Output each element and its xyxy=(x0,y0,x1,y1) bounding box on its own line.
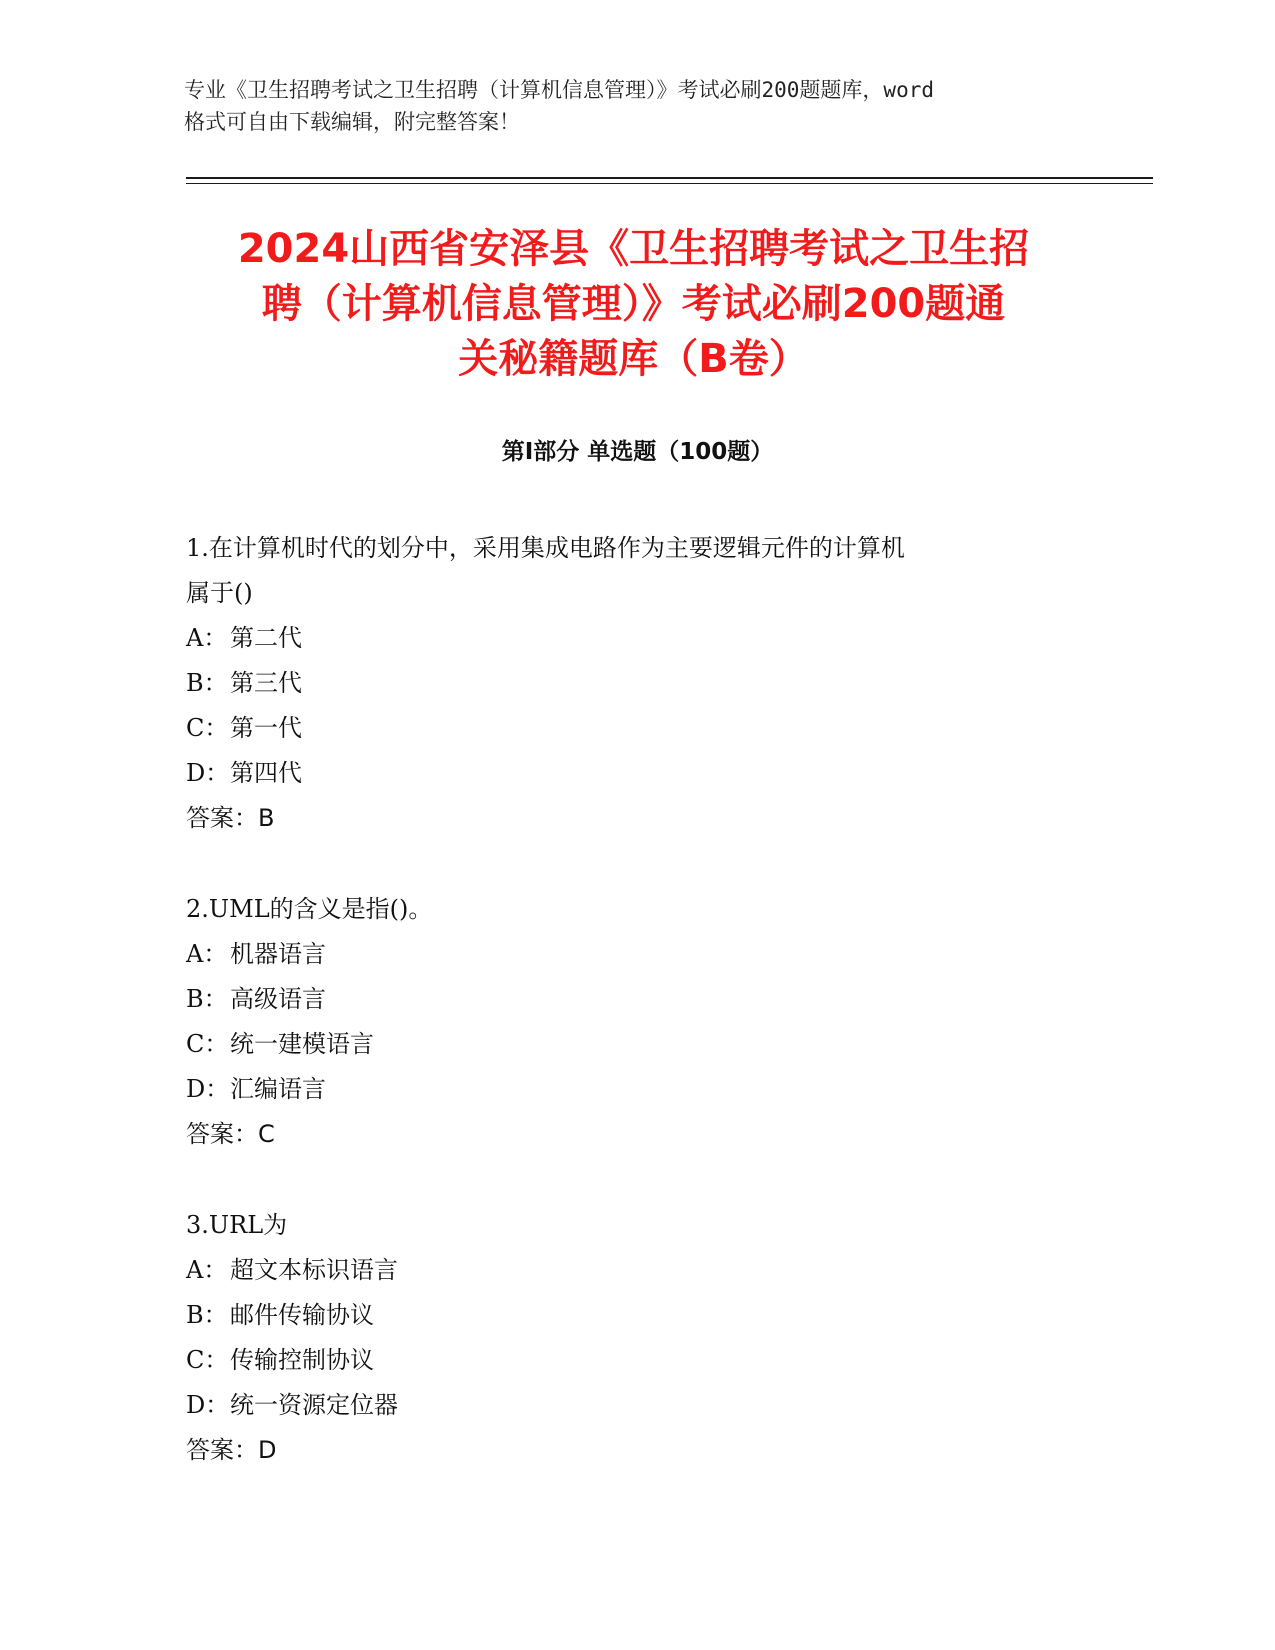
option-letter: C： xyxy=(186,714,229,742)
option-letter: B： xyxy=(186,669,228,697)
title-line-2: 聘（计算机信息管理）》考试必刷200题通 xyxy=(261,281,1006,327)
option-letter: A： xyxy=(186,940,228,968)
title-line-3: 关秘籍题库（B卷） xyxy=(458,336,809,382)
option-letter: B： xyxy=(186,1301,228,1329)
option-text: 超文本标识语言 xyxy=(230,1256,398,1284)
option-c xyxy=(186,1338,1086,1383)
option-letter: A： xyxy=(186,624,228,652)
header-divider-thick xyxy=(186,177,1153,179)
option-letter: C： xyxy=(186,1346,229,1374)
answer-line: 答案：D xyxy=(186,1436,277,1464)
option-d xyxy=(186,751,1086,796)
option-text: 第二代 xyxy=(230,624,302,652)
intro-line-1: 专业《卫生招聘考试之卫生招聘（计算机信息管理）》考试必刷200题题库，word xyxy=(184,78,934,102)
answer-line: 答案：B xyxy=(186,804,275,832)
option-a xyxy=(186,616,1086,661)
option-text: 第一代 xyxy=(230,714,302,742)
option-text: 第四代 xyxy=(230,759,302,787)
option-text: 第三代 xyxy=(230,669,302,697)
option-text: 汇编语言 xyxy=(230,1075,326,1103)
option-letter: D： xyxy=(186,1075,230,1103)
option-text: 邮件传输协议 xyxy=(230,1301,374,1329)
option-text: 传输控制协议 xyxy=(230,1346,374,1374)
question-text-line: 属于() xyxy=(186,579,253,607)
question-spacer xyxy=(186,1157,1086,1203)
option-text: 统一建模语言 xyxy=(230,1030,374,1058)
option-b xyxy=(186,661,1086,706)
option-letter: D： xyxy=(186,759,230,787)
question-1 xyxy=(186,526,1086,841)
option-a xyxy=(186,1248,1086,1293)
option-b xyxy=(186,977,1086,1022)
option-c xyxy=(186,1022,1086,1067)
option-letter: D： xyxy=(186,1391,230,1419)
option-text: 机器语言 xyxy=(230,940,326,968)
document-intro xyxy=(184,74,1084,138)
question-spacer xyxy=(186,841,1086,887)
answer-line: 答案：C xyxy=(186,1120,275,1148)
option-d xyxy=(186,1383,1086,1428)
question-2 xyxy=(186,887,1086,1157)
title-line-1: 2024山西省安泽县《卫生招聘考试之卫生招 xyxy=(237,226,1030,272)
intro-line-2: 格式可自由下载编辑，附完整答案！ xyxy=(184,110,520,134)
option-d xyxy=(186,1067,1086,1112)
option-text: 统一资源定位器 xyxy=(230,1391,398,1419)
option-text: 高级语言 xyxy=(230,985,326,1013)
section-heading: 第Ⅰ部分 单选题（100题） xyxy=(501,439,774,465)
option-letter: A： xyxy=(186,1256,228,1284)
question-text-line: 2.UML的含义是指()。 xyxy=(186,895,433,923)
question-list xyxy=(186,526,1086,1473)
header-divider-thin xyxy=(186,183,1153,184)
question-3 xyxy=(186,1203,1086,1473)
option-c xyxy=(186,706,1086,751)
document-title xyxy=(150,222,1117,387)
option-b xyxy=(186,1293,1086,1338)
option-letter: C： xyxy=(186,1030,229,1058)
option-a xyxy=(186,932,1086,977)
question-text-line: 3.URL为 xyxy=(186,1211,288,1239)
option-letter: B： xyxy=(186,985,228,1013)
question-text-line: 1.在计算机时代的划分中，采用集成电路作为主要逻辑元件的计算机 xyxy=(186,534,905,562)
